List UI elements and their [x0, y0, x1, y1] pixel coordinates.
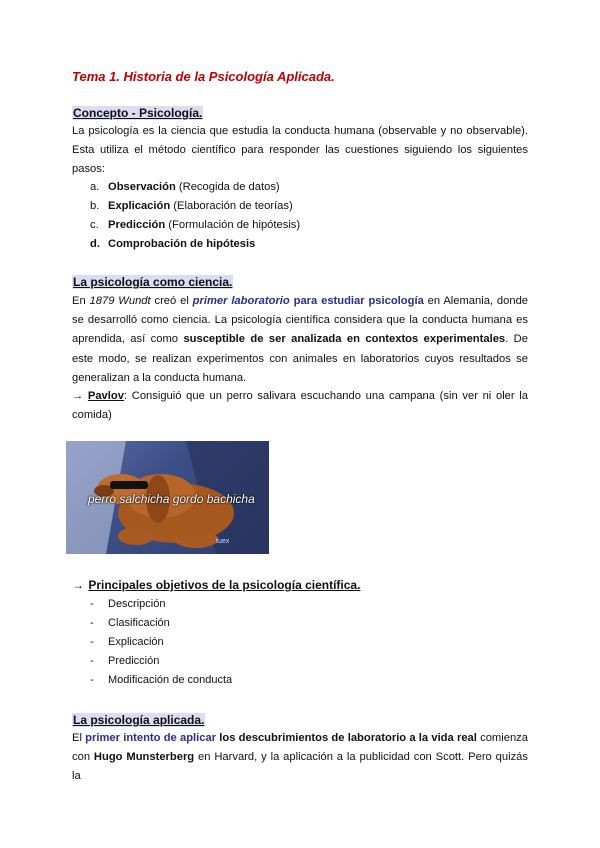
section-heading-concepto: Concepto - Psicología. [73, 106, 203, 120]
step-term: Explicación [108, 200, 171, 212]
arrow-glyph: → [72, 578, 88, 592]
step-term: Comprobación de hipótesis [108, 238, 256, 250]
wundt: Wundt [118, 295, 151, 307]
paragraph-pavlov: → Pavlov: Consiguió que un perro salivara escuchando una campana (sin ver ni oler la comida) [72, 390, 529, 422]
hugo-munsterberg: Hugo Munsterberg [93, 751, 195, 764]
section-heading-aplicada: La psicología aplicada. [73, 713, 205, 727]
list-item: - Predicción [90, 655, 160, 667]
list-item [90, 235, 300, 254]
step-desc: (Recogida de datos) [175, 181, 280, 193]
step-desc: (Elaboración de teorías) [170, 200, 293, 212]
section-concepto [72, 104, 528, 122]
list-item [90, 178, 300, 197]
step-desc: (Formulación de hipótesis) [165, 219, 301, 231]
highlight-estudiar-psicologia: para estudiar psicología [289, 295, 424, 307]
pavlov-name: Pavlov [87, 390, 124, 402]
section-heading-objetivos: Principales objetivos de la psicología científica. [88, 578, 361, 592]
list-marker: a. [90, 181, 100, 193]
list-item: - Explicación [90, 636, 164, 648]
list-marker: d. [90, 238, 100, 250]
dachshund-photo [66, 441, 269, 554]
section-objetivos [72, 578, 528, 592]
list-item [90, 197, 300, 216]
highlight-descubrimientos: los descubrimientos de laboratorio a la vida real [216, 732, 477, 744]
highlight-primer-intento: primer intento de aplicar [85, 732, 217, 744]
list-item: - Clasificación [90, 617, 170, 629]
section-ciencia [72, 273, 528, 291]
highlight-susceptible: susceptible de ser analizada en contextos experimentales [183, 333, 506, 346]
step-term: Predicción [108, 219, 166, 231]
highlight-primer-laboratorio: primer laboratorio [192, 295, 290, 307]
list-item [90, 216, 300, 235]
photo-caption: perro salchicha gordo bachicha [88, 492, 255, 506]
paragraph-concepto: La psicología es la ciencia que estudia la conducta humana (observable y no observable). Esta utiliza el método científico para responder las cuestiones siguiendo los siguientes pasos: [72, 125, 528, 176]
section-heading-ciencia: La psicología como ciencia. [73, 275, 233, 289]
list-item: - Descripción [90, 598, 166, 610]
step-term: Observación [108, 181, 176, 193]
page-title: Tema 1. Historia de la Psicología Aplicada. [72, 69, 335, 84]
arrow-glyph: → [72, 390, 88, 402]
section-aplicada [72, 711, 528, 729]
list-marker: c. [90, 219, 99, 231]
objectives-list [90, 595, 232, 690]
list-item: - Modificación de conducta [90, 674, 233, 686]
paragraph-aplicada: El primer intento de aplicar los descubrimientos de laboratorio a la vida real comienza con Hugo Munsterberg en Harvard, y la aplicación a la publicidad con Scott. Pero quizás la [72, 732, 528, 783]
list-marker: b. [90, 200, 100, 212]
steps-list [90, 178, 300, 254]
paragraph-ciencia: En 1879 Wundt creó el primer laboratorio para estudiar psicología en Alemania, donde se desarrolló como ciencia. La psicología científica considera que la conducta humana es aprendida, así como susceptible de ser analizada en contextos experimentales. De este modo, se realizan experimentos con animales en laboratorios cuyos resultados se generalizan a la conducta humana. [72, 295, 529, 384]
year: 1879 [89, 295, 115, 307]
photo-watermark: tuex [216, 538, 230, 545]
